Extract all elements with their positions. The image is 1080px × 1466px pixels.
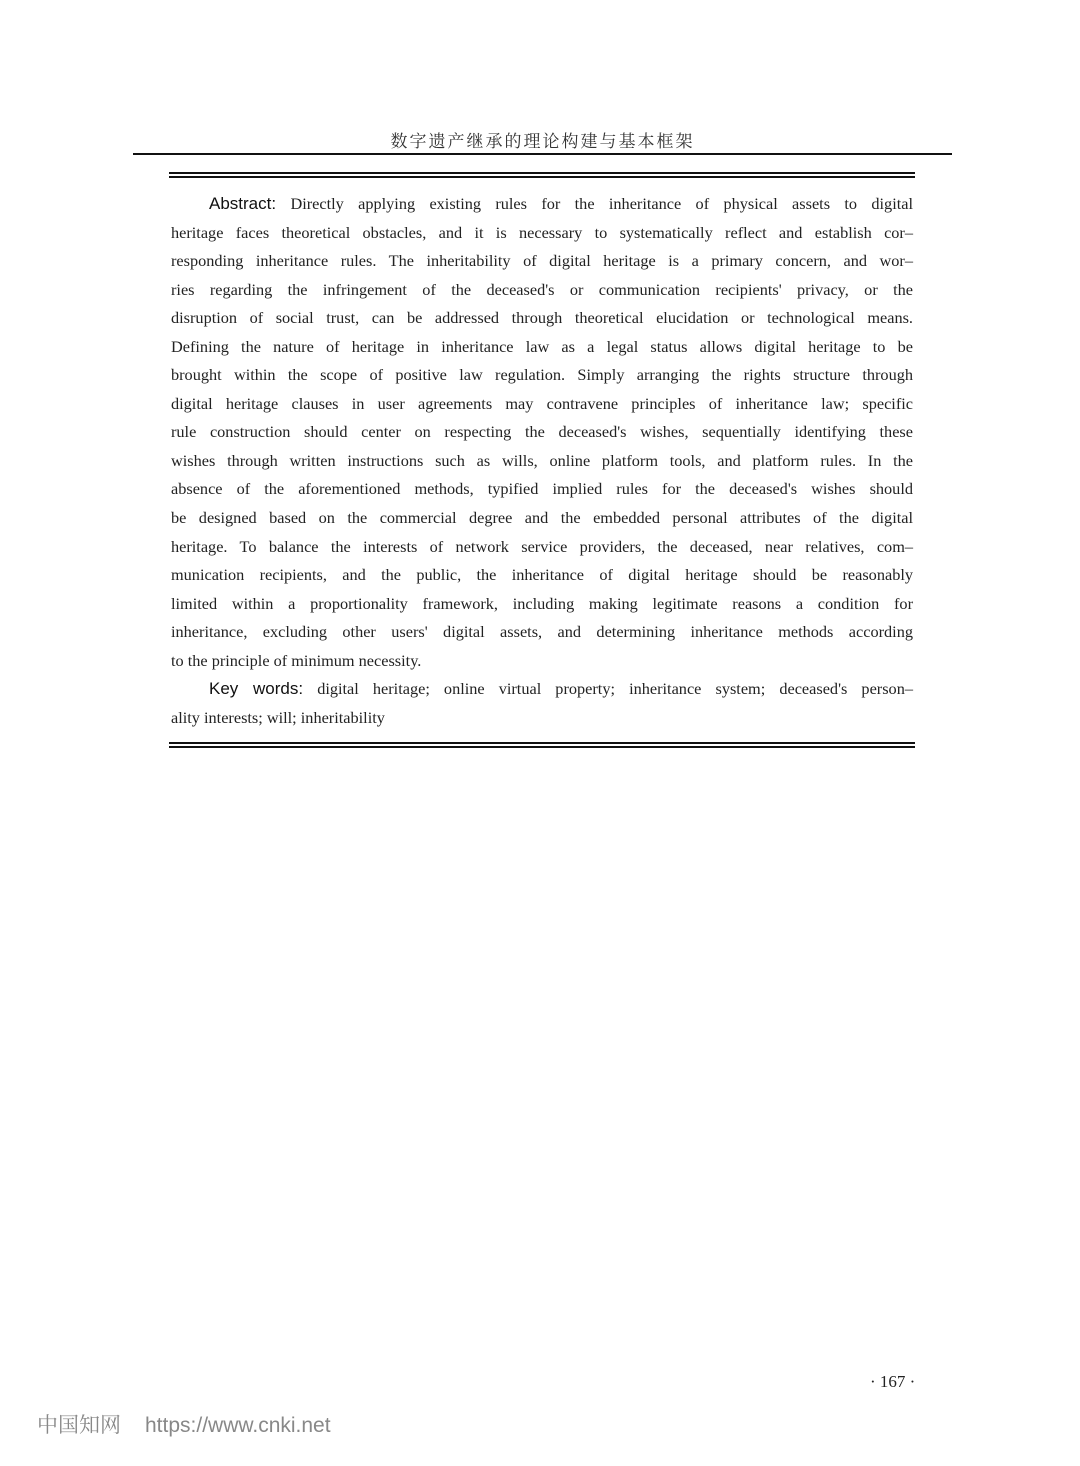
abstract-bottom-rule xyxy=(169,742,915,748)
abstract-line: limited within a proportionality framework, including making legitimate reasons a condition for xyxy=(171,593,913,613)
abstract-line: inheritance, excluding other users' digital assets, and determining inheritance methods according xyxy=(171,622,913,642)
abstract-line: responding inheritance rules. The inheritability of digital heritage is a primary concern, and wor– xyxy=(171,251,913,271)
abstract-line: Defining the nature of heritage in inheritance law as a legal status allows digital heritage to be xyxy=(171,336,913,356)
abstract-block xyxy=(171,190,913,732)
keywords-text: digital heritage; online virtual property; inheritance system; deceased's person– xyxy=(317,679,913,699)
abstract-line: be designed based on the commercial degree and the embedded personal attributes of the digital xyxy=(171,508,913,528)
abstract-top-rule xyxy=(169,172,915,178)
watermark-url: https://www.cnki.net xyxy=(145,1414,331,1437)
abstract-line: absence of the aforementioned methods, typified implied rules for the deceased's wishes should xyxy=(171,479,913,499)
abstract-line: heritage faces theoretical obstacles, and it is necessary to systematically reflect and establish cor– xyxy=(171,222,913,242)
abstract-line: munication recipients, and the public, the inheritance of digital heritage should be reasonably xyxy=(171,565,913,585)
abstract-line: wishes through written instructions such as wills, online platform tools, and platform rules. In the xyxy=(171,450,913,470)
abstract-line xyxy=(171,190,913,219)
page-number: · 167 · xyxy=(870,1372,916,1391)
abstract-line: heritage. To balance the interests of network service providers, the deceased, near relatives, com– xyxy=(171,536,913,556)
abstract-line: disruption of social trust, can be addressed through theoretical elucidation or technological means. xyxy=(171,308,913,328)
abstract-line: digital heritage clauses in user agreements may contravene principles of inheritance law; specific xyxy=(171,393,913,413)
abstract-line: to the principle of minimum necessity. xyxy=(171,650,422,670)
keywords-line xyxy=(171,675,913,704)
running-title: 数字遗产继承的理论构建与基本框架 xyxy=(390,132,695,152)
watermark-brand: 中国知网 xyxy=(37,1414,121,1437)
abstract-line: brought within the scope of positive law regulation. Simply arranging the rights structure through xyxy=(171,365,913,385)
abstract-label: Abstract: xyxy=(209,194,277,213)
keywords-line: ality interests; will; inheritability xyxy=(171,707,385,727)
watermark xyxy=(37,1409,331,1439)
header-rule xyxy=(133,153,952,155)
abstract-line: ries regarding the infringement of the deceased's or communication recipients' privacy, or the xyxy=(171,279,913,299)
abstract-text: Directly applying existing rules for the inheritance of physical assets to digital xyxy=(290,194,913,213)
abstract-line: rule construction should center on respecting the deceased's wishes, sequentially identifying these xyxy=(171,422,913,442)
keywords-label: Key words: xyxy=(209,679,304,699)
